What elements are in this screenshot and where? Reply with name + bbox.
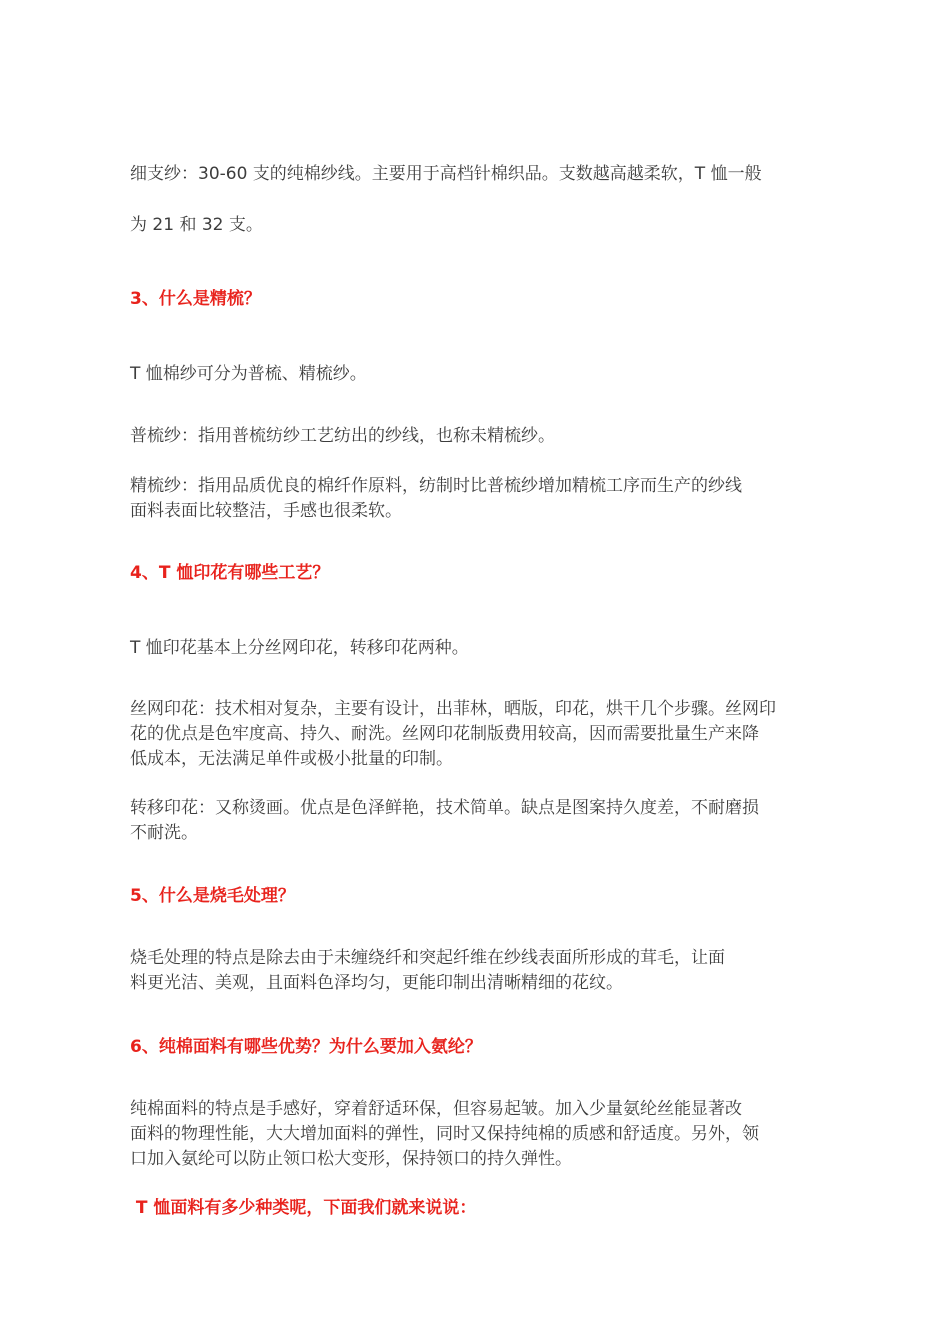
paragraph-combed-yarn: 精梳纱：指用品质优良的棉纤作原料，纺制时比普梳纱增加精梳工序而生产的纱线 面料表面比较整洁，手感也很柔软。 — [130, 476, 742, 521]
paragraph-fine-yarn-count: 为 21 和 32 支。 — [130, 215, 263, 235]
paragraph-cotton-spandex: 纯棉面料的特点是手感好，穿着舒适环保，但容易起皱。加入少量氨纶丝能显著改 面料的物理性能，大大增加面料的弹性，同时又保持纯棉的质感和舒适度。另外，领 口加入氨纶可以防止领口松大变形，保持领口的持久弹性。 — [130, 1099, 759, 1169]
paragraph-yarn-types: T 恤棉纱可分为普梳、精梳纱。 — [130, 364, 367, 384]
heading-singeing: 5、什么是烧毛处理？ — [130, 886, 295, 906]
heading-fabric-types: T 恤面料有多少种类呢，下面我们就来说说： — [130, 1198, 477, 1218]
paragraph-printing-types: T 恤印花基本上分丝网印花，转移印花两种。 — [130, 638, 469, 658]
paragraph-fine-yarn: 细支纱：30-60 支的纯棉纱线。主要用于高档针棉织品。支数越高越柔软，T 恤一般 — [130, 164, 762, 184]
paragraph-transfer-printing: 转移印花：又称烫画。优点是色泽鲜艳，技术简单。缺点是图案持久度差，不耐磨损 不耐洗。 — [130, 798, 759, 843]
heading-printing: 4、T 恤印花有哪些工艺？ — [130, 563, 330, 583]
paragraph-carded-yarn: 普梳纱：指用普梳纺纱工艺纺出的纱线，也称未精梳纱。 — [130, 426, 555, 446]
heading-cotton-spandex: 6、纯棉面料有哪些优势？为什么要加入氨纶？ — [130, 1037, 482, 1057]
paragraph-screen-printing: 丝网印花：技术相对复杂，主要有设计，出菲林，晒版，印花，烘干几个步骤。丝网印 花的优点是色牢度高、持久、耐洗。丝网印花制版费用较高，因而需要批量生产来降 低成本，无法满足单件或极小批量的印制。 — [130, 699, 776, 769]
paragraph-singeing: 烧毛处理的特点是除去由于未缠绕纤和突起纤维在纱线表面所形成的茸毛，让面 料更光洁、美观，且面料色泽均匀，更能印制出清晰精细的花纹。 — [130, 948, 725, 993]
heading-combed: 3、什么是精梳？ — [130, 289, 261, 309]
